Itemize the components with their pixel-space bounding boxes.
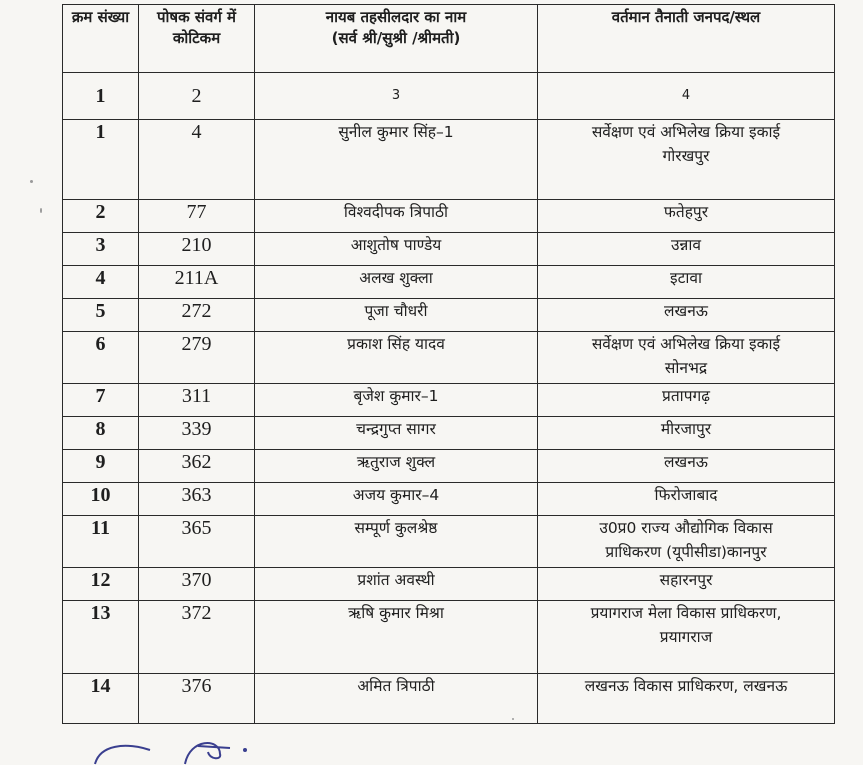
table-row: [63, 516, 835, 568]
posting-place: [538, 568, 835, 601]
seniority-number: 363: [139, 483, 255, 516]
seniority-number: 77: [139, 200, 255, 233]
serial-number: 4: [63, 266, 139, 299]
table-row: [63, 483, 835, 516]
posting-line-1: प्रयागराज मेला विकास प्राधिकरण,: [590, 604, 782, 622]
posting-line-1: सहारनपुर: [659, 571, 713, 589]
officer-name: बृजेश कुमार–1: [255, 384, 538, 417]
serial-number: 14: [63, 674, 139, 724]
serial-number: 6: [63, 332, 139, 384]
signature: [80, 730, 280, 765]
posting-line-1: मीरजापुर: [660, 420, 712, 438]
table-row: [63, 384, 835, 417]
paper-speck: [512, 718, 514, 720]
officer-name: ऋतुराज शुक्ल: [255, 450, 538, 483]
seniority-number: 365: [139, 516, 255, 568]
transfer-table: [62, 4, 835, 724]
posting-place: [538, 384, 835, 417]
column-number-1: 1: [63, 73, 139, 120]
posting-line-1: उन्नाव: [671, 236, 701, 254]
table-row: [63, 233, 835, 266]
column-number-row: [63, 73, 835, 120]
officer-name: ऋषि कुमार मिश्रा: [255, 601, 538, 674]
officer-name: सुनील कुमार सिंह–1: [255, 120, 538, 200]
header-posting: [538, 5, 835, 73]
posting-line-1: फिरोजाबाद: [654, 486, 718, 504]
seniority-number: 210: [139, 233, 255, 266]
table-row: [63, 200, 835, 233]
header-name-line1: नायब तहसीलदार का नाम: [325, 8, 467, 26]
posting-place: [538, 483, 835, 516]
posting-place: [538, 601, 835, 674]
header-seniority-text: पोषक संवर्ग में कोटिकम: [157, 8, 236, 47]
posting-line-1: सर्वेक्षण एवं अभिलेख क्रिया इकाई: [591, 123, 781, 141]
seniority-number: 4: [139, 120, 255, 200]
officer-name: प्रशांत अवस्थी: [255, 568, 538, 601]
table-row: [63, 299, 835, 332]
table-row: [63, 417, 835, 450]
seniority-number: 376: [139, 674, 255, 724]
serial-number: 13: [63, 601, 139, 674]
posting-place: [538, 674, 835, 724]
table-row: [63, 332, 835, 384]
officer-name: अलख शुक्ला: [255, 266, 538, 299]
posting-place: [538, 266, 835, 299]
seniority-number: 272: [139, 299, 255, 332]
paper-speck: [40, 208, 42, 213]
seniority-number: 311: [139, 384, 255, 417]
table-row: [63, 120, 835, 200]
posting-line-2: गोरखपुर: [662, 147, 710, 165]
header-serial-number: [63, 5, 139, 73]
posting-place: [538, 417, 835, 450]
posting-place: [538, 332, 835, 384]
serial-number: 2: [63, 200, 139, 233]
serial-number: 10: [63, 483, 139, 516]
officer-name: चन्द्रगुप्त सागर: [255, 417, 538, 450]
posting-line-1: फतेहपुर: [663, 203, 709, 221]
header-name-line2: (सर्व श्री/सुश्री /श्रीमती): [331, 29, 461, 47]
serial-number: 12: [63, 568, 139, 601]
seniority-number: 279: [139, 332, 255, 384]
posting-line-1: लखनऊ: [664, 302, 708, 320]
paper-speck: [30, 180, 33, 183]
posting-line-1: सर्वेक्षण एवं अभिलेख क्रिया इकाई: [591, 335, 781, 353]
officer-name: अजय कुमार–4: [255, 483, 538, 516]
posting-line-2: सोनभद्र: [664, 359, 708, 377]
serial-number: 11: [63, 516, 139, 568]
serial-number: 9: [63, 450, 139, 483]
officer-name: विश्वदीपक त्रिपाठी: [255, 200, 538, 233]
posting-line-1: प्रतापगढ़: [662, 387, 710, 405]
seniority-number: 370: [139, 568, 255, 601]
table-row: [63, 601, 835, 674]
posting-place: [538, 120, 835, 200]
posting-place: [538, 516, 835, 568]
posting-line-1: लखनऊ विकास प्राधिकरण, लखनऊ: [584, 677, 788, 695]
posting-line-2: प्रयागराज: [659, 628, 713, 646]
header-row: [63, 5, 835, 73]
table-body: [63, 120, 835, 724]
posting-place: [538, 299, 835, 332]
seniority-number: 339: [139, 417, 255, 450]
officer-name: आशुतोष पाण्डेय: [255, 233, 538, 266]
seniority-number: 372: [139, 601, 255, 674]
column-number-3: 3: [255, 73, 538, 120]
posting-line-2: प्राधिकरण (यूपीसीडा)कानपुर: [605, 543, 767, 561]
serial-number: 7: [63, 384, 139, 417]
column-number-4: 4: [538, 73, 835, 120]
posting-place: [538, 233, 835, 266]
serial-number: 1: [63, 120, 139, 200]
officer-name: प्रकाश सिंह यादव: [255, 332, 538, 384]
table-row: [63, 674, 835, 724]
serial-number: 3: [63, 233, 139, 266]
officer-name: पूजा चौधरी: [255, 299, 538, 332]
seniority-number: 362: [139, 450, 255, 483]
table-row: [63, 266, 835, 299]
column-number-2: 2: [139, 73, 255, 120]
posting-place: [538, 200, 835, 233]
posting-line-1: लखनऊ: [664, 453, 708, 471]
posting-line-1: उ0प्र0 राज्य औद्योगिक विकास: [599, 519, 773, 537]
serial-number: 5: [63, 299, 139, 332]
posting-line-1: इटावा: [669, 269, 703, 287]
header-posting-text: वर्तमान तैनाती जनपद/स्थल: [611, 8, 761, 26]
officer-name: अमित त्रिपाठी: [255, 674, 538, 724]
serial-number: 8: [63, 417, 139, 450]
header-serial-number-text: क्रम संख्या: [71, 8, 130, 26]
table-row: [63, 450, 835, 483]
header-name: [255, 5, 538, 73]
header-seniority: [139, 5, 255, 73]
seniority-number: 211A: [139, 266, 255, 299]
officer-name: सम्पूर्ण कुलश्रेष्ठ: [255, 516, 538, 568]
posting-place: [538, 450, 835, 483]
table-row: [63, 568, 835, 601]
